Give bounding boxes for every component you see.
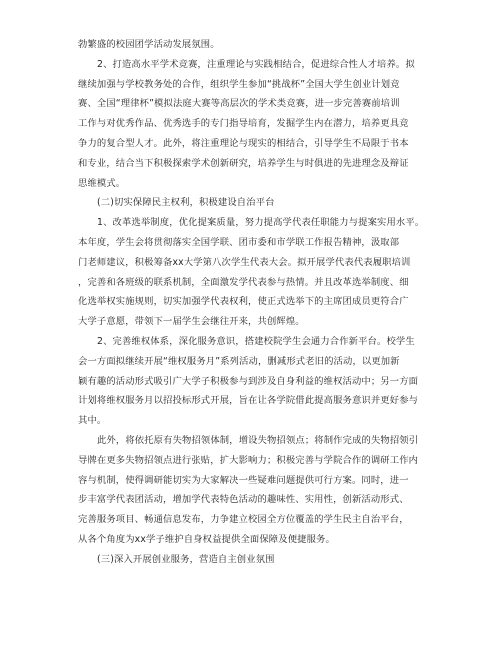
text-line: 1、改革选举制度，优化提案质量，努力提高学代表任职能力与提案实用水平。 (97, 217, 425, 229)
text-line: 工作与对优秀作品、优秀选手的专门指导培育，发掘学生内在潜力，培养更具竞 (78, 118, 409, 130)
text-line: (二)切实保障民主权利，积极建设自治平台 (97, 197, 275, 209)
text-line: 从各个角度为xx学子维护自身权益提供全面保障及便捷服务。 (78, 533, 335, 545)
text-line: 门老师建议，积极筹备xx大学第八次学生代表大会。拟开展学代表代表履职培训 (78, 256, 411, 268)
text-line: (三)深入开展创业服务，营造自主创业氛围 (97, 553, 275, 565)
text-line: 步丰富学代表团活动，增加学代表特色活动的趣味性、实用性，创新活动形式、 (78, 494, 409, 506)
text-line: 完善服务项目、畅通信息发布，力争建立校园全方位覆盖的学生民主自治平台， (78, 514, 409, 526)
text-line: 和专业，结合当下积极探索学术创新研究，培养学生与时俱进的先进理念及辩证 (78, 157, 409, 169)
text-line: 2、完善维权体系，深化服务意识，搭建校院学生会通力合作新平台。校学生 (97, 335, 415, 347)
text-line: 思维模式。 (78, 177, 126, 189)
text-line: 计划将维权服务月以招投标形式开展，旨在让各学院借此提高服务意识并更好参与 (78, 395, 419, 407)
text-line: 此外，将依托原有失物招领体制，增设失物招领点；将制作完成的失物招领引 (97, 434, 419, 446)
text-line: 本年度，学生会将贯彻落实全国学联、团市委和市学联工作报告精神，汲取部 (78, 236, 400, 248)
text-line: 容与机制，使得调研能切实为大家解决一些疑难问题提供可行方案。同时，进一 (78, 474, 409, 486)
text-line: 颖有趣的活动形式吸引广大学子积极参与到涉及自身利益的维权活动中；另一方面 (78, 375, 419, 387)
text-line: 导牌在更多失物招领点进行张贴，扩大影响力；积极完善与学院合作的调研工作内 (78, 454, 419, 466)
text-line: 争力的复合型人才。此外，将注重理论与现实的相结合，引导学生不局限于书本 (78, 137, 409, 149)
text-line: 赛、全国“理律杯”模拟法庭大赛等高层次的学术类竞赛，进一步完善赛前培训 (78, 98, 400, 110)
text-line: 勃繁盛的校园团学活动发展氛围。 (78, 39, 220, 50)
text-line: 大学子意愿，带领下一届学生会继往开来，共创辉煌。 (78, 316, 305, 328)
text-line: ，完善和各班级的联系机制，全面激发学代表参与热情。并且改革选举制度、细 (78, 276, 409, 288)
text-line: 化选举权实施规则，切实加强学代表权利，使正式选举下的主席团成员更符合广 (78, 296, 409, 308)
text-line: 继续加强与学校教务处的合作，组织学生参加“挑战杯”全国大学生创业计划竞 (78, 78, 400, 90)
document-body (78, 35, 426, 570)
text-line: 会一方面拟继续开展“维权服务月”系列活动，删减形式老旧的活动，以更加新 (78, 355, 400, 367)
text-line: 2、打造高水平学术竞赛，注重理论与实践相结合，促进综合性人才培养。拟 (97, 58, 415, 70)
text-line: 其中。 (78, 415, 107, 427)
